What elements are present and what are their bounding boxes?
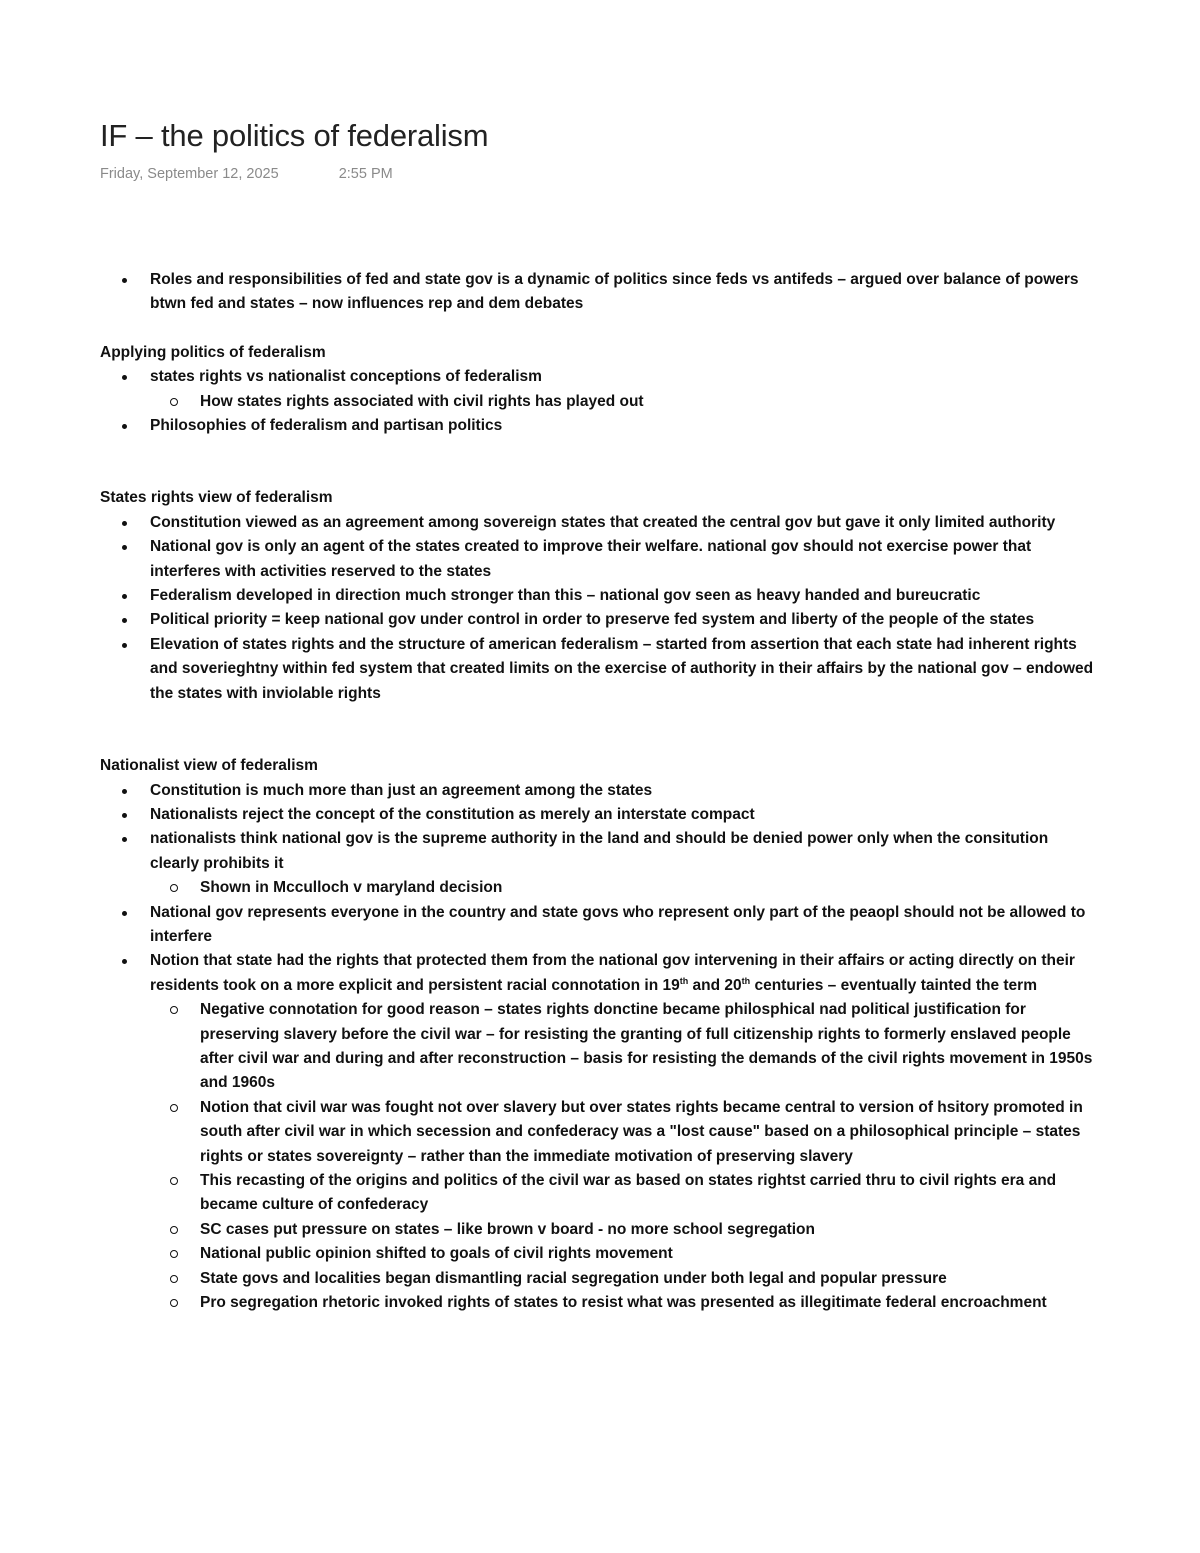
applying-list bbox=[100, 365, 1100, 438]
sub-list bbox=[150, 876, 1100, 900]
section-heading-applying: Applying politics of federalism bbox=[100, 343, 326, 361]
sub-list-item: SC cases put pressure on states – like brown v board - no more school segregation bbox=[150, 1218, 1100, 1242]
list-item-text: states rights vs nationalist conceptions of federalism bbox=[150, 368, 542, 386]
note-body bbox=[100, 268, 1100, 1315]
superscript: th bbox=[741, 975, 751, 986]
sub-list-item: Pro segregation rhetoric invoked rights of states to resist what was presented as illegitimate federal encroachment bbox=[150, 1291, 1100, 1315]
note-date: Friday, September 12, 2025 bbox=[100, 166, 279, 182]
section-heading-states-rights: States rights view of federalism bbox=[100, 489, 333, 507]
list-item: Constitution viewed as an agreement among sovereign states that created the central gov but gave it only limited authority bbox=[100, 511, 1100, 535]
sub-list bbox=[150, 998, 1100, 1315]
note-time: 2:55 PM bbox=[338, 166, 393, 182]
sub-list-item: State govs and localities began dismantling racial segregation under both legal and popular pressure bbox=[150, 1267, 1100, 1291]
section-heading-nationalist: Nationalist view of federalism bbox=[100, 757, 318, 775]
list-item: Roles and responsibilities of fed and state gov is a dynamic of politics since feds vs antifeds – argued over balance of powers btwn fed and states – now influences rep and dem debates bbox=[100, 268, 1100, 317]
intro-list bbox=[100, 268, 1100, 317]
list-item: National gov represents everyone in the country and state govs who represent only part of the peaopl should not be allowed to interfere bbox=[100, 901, 1100, 950]
list-item-text-part: centuries – eventually tainted the term bbox=[750, 976, 1037, 994]
sub-list bbox=[150, 390, 1100, 414]
sub-list-item: How states rights associated with civil rights has played out bbox=[150, 390, 1100, 414]
list-item: National gov is only an agent of the states created to improve their welfare. national gov should not exercise power that interferes with activities reserved to the states bbox=[100, 535, 1100, 584]
list-item-text-part: Notion that state had the rights that protected them from the national gov intervening in their affairs or acting directly on their residents took on a more explicit and persistent racial connotation in 19 bbox=[150, 952, 1075, 994]
sub-list-item: Notion that civil war was fought not over slavery but over states rights became central to version of hsitory promoted in south after civil war in which secession and confederacy was a "lost cause" based on a philosophical principle – states rights or states sovereignty – rather than the immediate motivation of preserving slavery bbox=[150, 1096, 1100, 1169]
sub-list-item: This recasting of the origins and politics of the civil war as based on states rightst carried thru to civil rights era and became culture of confederacy bbox=[150, 1169, 1100, 1218]
page-title: IF – the politics of federalism bbox=[100, 118, 489, 153]
list-item: Federalism developed in direction much stronger than this – national gov seen as heavy handed and bureucratic bbox=[100, 584, 1100, 608]
sub-list-item: Shown in Mcculloch v maryland decision bbox=[150, 876, 1100, 900]
list-item bbox=[100, 365, 1100, 414]
sub-list-item: Negative connotation for good reason – states rights donctine became philosphical nad political justification for preserving slavery before the civil war – for resisting the granting of full citizenship rights to formerly enslaved people after civil war and during and after reconstruction – basis for resisting the demands of the civil rights movement in 1950s and 1960s bbox=[150, 998, 1100, 1096]
list-item-text-part: and 20 bbox=[688, 976, 742, 994]
list-item: Nationalists reject the concept of the constitution as merely an interstate compact bbox=[100, 803, 1100, 827]
list-item bbox=[100, 827, 1100, 900]
superscript: th bbox=[679, 975, 689, 986]
list-item-text: nationalists think national gov is the supreme authority in the land and should be denied power only when the consitution clearly prohibits it bbox=[150, 830, 1049, 872]
states-rights-list bbox=[100, 511, 1100, 706]
list-item: Philosophies of federalism and partisan politics bbox=[100, 414, 1100, 438]
nationalist-list bbox=[100, 779, 1100, 1316]
list-item: Constitution is much more than just an agreement among the states bbox=[100, 779, 1100, 803]
list-item: Elevation of states rights and the structure of american federalism – started from assertion that each state had inherent rights and soverieghtny within fed system that created limits on the exercise of authority in their affairs by the national gov – endowed the states with inviolable rights bbox=[100, 633, 1100, 706]
list-item bbox=[100, 949, 1100, 1315]
note-timestamp bbox=[100, 166, 393, 182]
list-item: Political priority = keep national gov under control in order to preserve fed system and liberty of the people of the states bbox=[100, 608, 1100, 632]
sub-list-item: National public opinion shifted to goals of civil rights movement bbox=[150, 1242, 1100, 1266]
